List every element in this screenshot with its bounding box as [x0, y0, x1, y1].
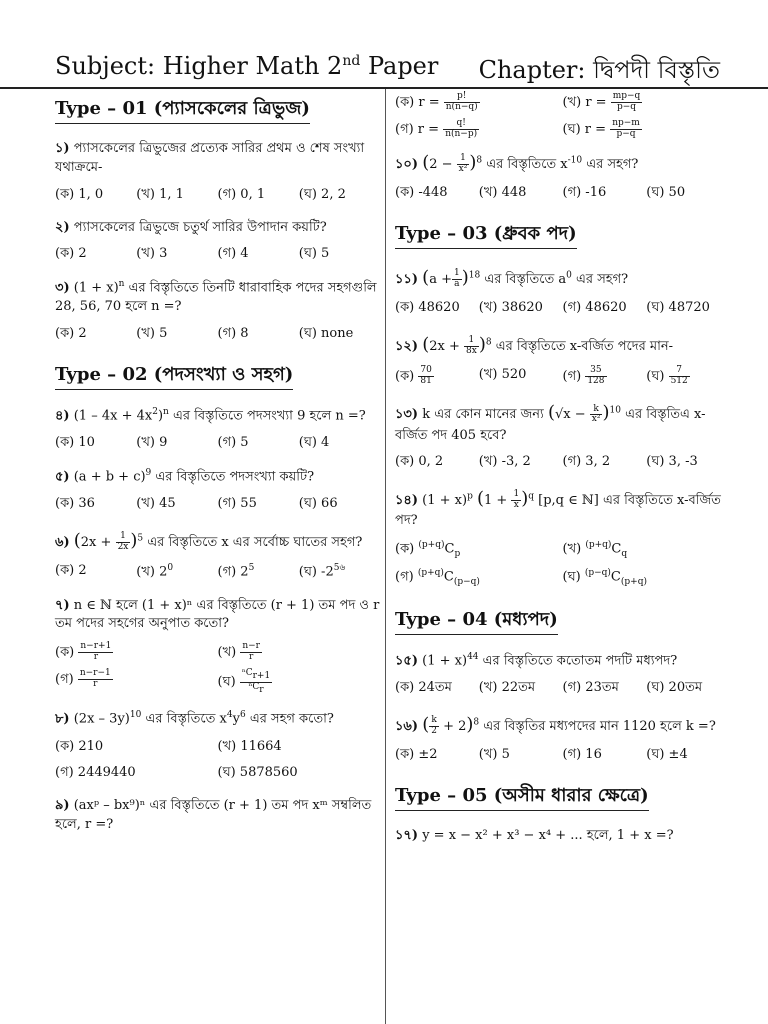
- options-6: [55, 562, 380, 582]
- option: (ক) 48620: [395, 299, 460, 315]
- option: (ঘ) r = $\frac{np-m}{p-q}$: [562, 117, 640, 139]
- chapter-title: Chapter: দ্বিপদী বিস্তৃতি: [478, 56, 720, 84]
- right-column: [395, 92, 730, 854]
- option: (গ) 3, 2: [562, 454, 611, 470]
- option: (ঘ) 66: [298, 496, 338, 512]
- option: (গ) r = $\frac{q!}{n(n-p)}$: [395, 117, 478, 139]
- question-10: ১০) (2 − $\frac{1}{\text{x²}}$ )$^8$ এর বিস্তৃতিতে $x^{-10}$ এর সহগ?: [395, 151, 639, 174]
- options-2: [55, 245, 380, 264]
- question-8: ৮) (2x – 3y)$^{10}$ এর বিস্তৃতিতে $x^4y^6$ এর সহগ কতো?: [55, 710, 334, 727]
- option: (ঘ) 5: [298, 246, 330, 262]
- option: (খ) 520: [478, 366, 527, 382]
- option: (গ) $\frac{n-r-1}{r}$: [55, 668, 111, 689]
- option: (খ) 45: [136, 496, 176, 512]
- section-heading-type04: Type – 04 (মধ্যপদ): [395, 607, 558, 635]
- section-heading-type03: Type – 03 (ধ্রুবক পদ): [395, 221, 577, 249]
- option: (গ) 5: [217, 435, 249, 451]
- question-11: ১১) (a + $\frac{1}{a}$ )$^{18}$ এর বিস্তৃতিতে $a^0$ এর সহগ?: [395, 266, 629, 289]
- option: (গ) 55: [217, 496, 257, 512]
- question-6: ৬) (2x + $\frac{1}{2x}$ )$^5$ এর বিস্তৃতিতে x এর সর্বোচ্চ ঘাতের সহগ?: [55, 530, 363, 553]
- options-5: [55, 495, 380, 514]
- option: (গ) 2449440: [55, 765, 136, 781]
- options-9b: [395, 119, 730, 140]
- option: (গ) 48620: [562, 299, 627, 315]
- option: (খ) $\frac{n-r}{r}$: [217, 641, 260, 663]
- question-14: ১৪) $(1 + x)^p$ (1 + $\frac{1}{x}$ )$^q$ [p,q ∈ ℕ] এর বিস্তৃতিতে x-বর্জিত পদ?: [395, 488, 721, 529]
- option: (গ) 16: [562, 747, 602, 763]
- option: (খ) $^{(p+q)}C_q$: [562, 540, 628, 560]
- page-header: [0, 0, 768, 88]
- option: (ক) r = $\frac{p!}{n(n-q)}$: [395, 91, 478, 112]
- option: (ঘ) 4: [298, 435, 330, 451]
- options-15: [395, 679, 730, 698]
- question-17: ১৭) y = x − x² + x³ − x⁴ + ... হলে, 1 + x =?: [395, 828, 674, 844]
- options-13: [395, 453, 730, 472]
- left-column: [55, 92, 380, 843]
- option: (ক) 36: [55, 496, 95, 512]
- question-16: ১৬) ( $\frac{k}{2}$ + 2)$^8$ এর বিস্তৃতির মধ্যপদের মান 1120 হলে k =?: [395, 714, 716, 737]
- option: (ক) $\frac{n-r+1}{r}$: [55, 641, 112, 663]
- option: (খ) 5: [478, 747, 510, 763]
- option: (ঘ) $\frac{7}{512}$: [646, 364, 688, 386]
- section-heading-type02: Type – 02 (পদসংখ্যা ও সহগ): [55, 362, 293, 390]
- header-divider: [0, 87, 768, 89]
- options-14a: [395, 539, 730, 561]
- subject-title: Subject: Higher Math 2nd Paper: [55, 52, 439, 80]
- option: (খ) $2^0$: [136, 563, 174, 580]
- option: (ক) 2: [55, 246, 87, 262]
- options-16: [395, 746, 730, 765]
- question-13: ১৩) k এর কোন মানের জন্য (√x − $\frac{k}{\text{x²}}$ )$^{10}$ এর বিস্তৃতিএ x-বর্জিত পদ 405 হবে?: [395, 402, 706, 443]
- question-7: ৭) n ∈ ℕ হলে (1 + x)ⁿ এর বিস্তৃতিতে (r + 1) তম পদ ও r তম পদের সহগের অনুপাত কতো?: [55, 597, 380, 632]
- option: (গ) 23তম: [562, 680, 619, 696]
- section-heading-type01: Type – 01 (প্যাসকেলের ত্রিভুজ): [55, 96, 310, 124]
- option: (ঘ) 20তম: [646, 680, 703, 696]
- option: (গ) 0, 1: [217, 186, 266, 202]
- option: (ক) $\frac{70}{81}$: [395, 364, 432, 386]
- option: (গ) $2^5$: [217, 563, 255, 580]
- options-14b: [395, 567, 730, 589]
- section-heading-type05: Type – 05 (অসীম ধারার ক্ষেত্রে): [395, 783, 649, 811]
- option: (ঘ) none: [298, 326, 354, 342]
- option: (ক) 2: [55, 563, 87, 579]
- option: (খ) 5: [136, 326, 168, 342]
- option: (খ) 38620: [478, 299, 543, 315]
- options-4: [55, 434, 380, 453]
- option: (ঘ) 3, -3: [646, 454, 698, 470]
- option: (খ) -3, 2: [478, 454, 531, 470]
- option: (গ) -16: [562, 184, 607, 200]
- options-8a: [55, 738, 380, 757]
- question-12: ১২) (2x + $\frac{1}{8x}$ )$^8$ এর বিস্তৃতিতে x-বর্জিত পদের মান-: [395, 333, 674, 356]
- option: (গ) $\frac{35}{128}$: [562, 364, 605, 386]
- option: (ক) 1, 0: [55, 186, 104, 202]
- option: (খ) 11664: [217, 738, 282, 754]
- option: (খ) 22তম: [478, 680, 536, 696]
- option: (ঘ) $-2^{5৬}$: [298, 563, 346, 580]
- options-3: [55, 325, 380, 344]
- options-7b: [55, 669, 380, 695]
- option: (ঘ) 50: [646, 184, 686, 200]
- option: (খ) 3: [136, 246, 168, 262]
- option: (ঘ) 2, 2: [298, 186, 346, 202]
- options-7a: [55, 642, 380, 663]
- option: (ক) -448: [395, 184, 448, 200]
- option: (খ) 448: [478, 184, 527, 200]
- option: (খ) 1, 1: [136, 186, 184, 202]
- option: (ক) 24তম: [395, 680, 452, 696]
- option: (ঘ) $\frac{^nC_{r+1}}{^nC_r}$: [217, 668, 271, 695]
- options-12: [395, 366, 730, 387]
- question-1: ১) প্যাসকেলের ত্রিভুজের প্রত্যেক সারির প্রথম ও শেষ সংখ্যা যথাক্রমে-: [55, 141, 365, 175]
- option: (খ) r = $\frac{mp-q}{p-q}$: [562, 91, 641, 112]
- options-10: [395, 184, 730, 203]
- options-1: [55, 186, 380, 205]
- options-9a: [395, 92, 730, 113]
- option: (ঘ) $^{(p-q)}C_{(p+q)}$: [562, 568, 647, 588]
- option: (খ) 9: [136, 435, 168, 451]
- column-divider: [385, 89, 386, 1024]
- option: (ঘ) ±4: [646, 747, 688, 763]
- option: (ঘ) 5878560: [217, 765, 298, 781]
- question-5: ৫) $(a + b + c)^9$ এর বিস্তৃতিতে পদসংখ্যা কয়টি?: [55, 468, 315, 485]
- option: (ক) ±2: [395, 747, 438, 763]
- option: (ক) $^{(p+q)}C_p$: [395, 540, 461, 560]
- option: (গ) 4: [217, 246, 249, 262]
- option: (ক) 10: [55, 435, 95, 451]
- question-9: ৯) (axᵖ – bx⁹)ⁿ এর বিস্তৃতিতে (r + 1) তম পদ xᵐ সম্বলিত হলে, r =?: [55, 798, 372, 833]
- question-2: ২) প্যাসকেলের ত্রিভুজে চতুর্থ সারির উপাদান কয়টি?: [55, 219, 327, 235]
- options-8b: [55, 764, 380, 783]
- question-3: ৩) $(1 + x)^n$ এর বিস্তৃতিতে তিনটি ধারাবাহিক পদের সহগগুলি 28, 56, 70 হলে n =?: [55, 279, 377, 315]
- option: (ক) 0, 2: [395, 454, 444, 470]
- option: (গ) $^{(p+q)}C_{(p-q)}$: [395, 568, 480, 588]
- option: (গ) 8: [217, 326, 249, 342]
- option: (ক) 2: [55, 326, 87, 342]
- options-11: [395, 299, 730, 318]
- option: (ঘ) 48720: [646, 299, 710, 315]
- question-4: ৪) $(1 - 4x + 4x^2)^n$ এর বিস্তৃতিতে পদসংখ্যা 9 হলে n =?: [55, 407, 366, 424]
- option: (ক) 210: [55, 738, 104, 754]
- question-15: ১৫) $(1 + x)^{44}$ এর বিস্তৃতিতে কতোতম পদটি মধ্যপদ?: [395, 652, 678, 669]
